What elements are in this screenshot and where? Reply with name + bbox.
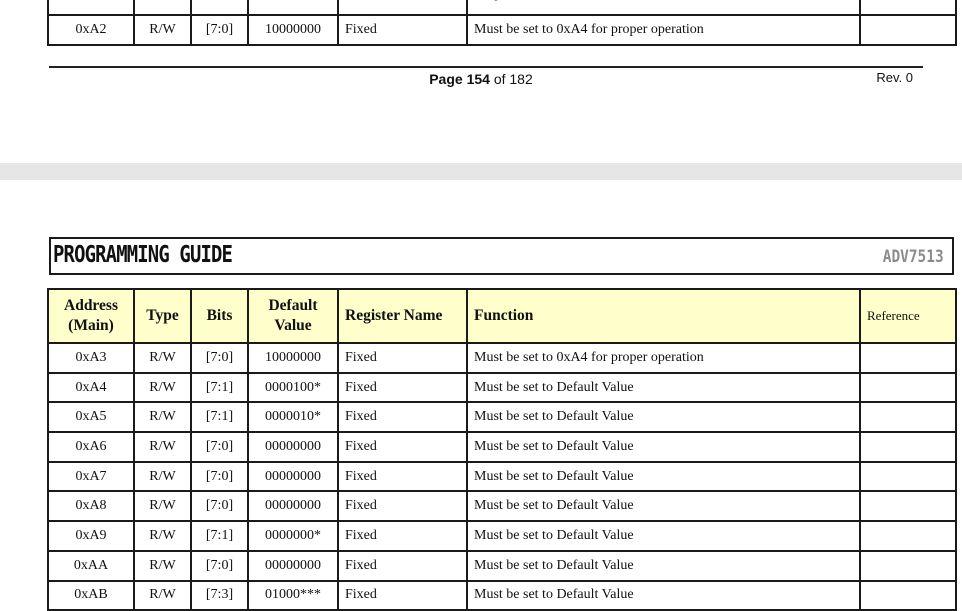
column-header-register-name: Register Name <box>338 289 467 343</box>
column-header-default: Default Value <box>248 289 338 343</box>
document-title: PROGRAMMING GUIDE <box>53 242 233 268</box>
default-cell: 00000000 <box>248 491 338 521</box>
name-cell: Fixed <box>338 343 467 373</box>
table-row <box>48 551 956 581</box>
page-total: of 182 <box>493 71 533 87</box>
page-gap <box>0 163 962 180</box>
name-cell: Fixed <box>338 402 467 432</box>
column-header-function: Function <box>467 289 860 343</box>
function-cell: Must be set to Default Value <box>467 373 860 403</box>
address-cell: 0xAA <box>48 551 134 581</box>
bits-cell: [7:0] <box>191 15 248 45</box>
reference-cell <box>860 373 956 403</box>
name-cell: Fixed <box>338 432 467 462</box>
register-table <box>47 288 957 611</box>
table-row <box>48 402 956 432</box>
current-page <box>0 180 962 611</box>
address-cell: 0xA3 <box>48 343 134 373</box>
type-cell: R/W <box>134 551 191 581</box>
default-cell: 00000000 <box>248 462 338 492</box>
table-row <box>48 581 956 611</box>
column-header-bits: Bits <box>191 289 248 343</box>
function-cell: Must be set to Default Value <box>467 491 860 521</box>
column-header-address: Address (Main) <box>48 289 134 343</box>
previous-page <box>0 0 962 163</box>
table-header-row <box>48 289 956 343</box>
page-label: Page <box>429 71 463 87</box>
default-cell: 00000000 <box>248 432 338 462</box>
default-cell: 0000000* <box>248 521 338 551</box>
bits-cell: [7:1] <box>191 373 248 403</box>
bits-cell: [7:1] <box>191 521 248 551</box>
reference-cell <box>860 432 956 462</box>
bits-cell: [7:0] <box>191 343 248 373</box>
bits-cell: [7:3] <box>191 581 248 611</box>
reference-cell <box>860 551 956 581</box>
table-row <box>48 15 956 45</box>
table-row <box>48 373 956 403</box>
table-row <box>48 491 956 521</box>
footer-rule <box>49 66 923 68</box>
default-cell: 10000000 <box>248 343 338 373</box>
column-header-type: Type <box>134 289 191 343</box>
table-row <box>48 0 956 15</box>
default-cell: 0000100* <box>248 373 338 403</box>
type-cell: R/W <box>134 343 191 373</box>
function-cell: Must be set to Default Value <box>467 551 860 581</box>
table-row <box>48 343 956 373</box>
bits-cell: [7:0] <box>191 432 248 462</box>
function-cell: Must be set to 0xA4 for proper operation <box>467 15 860 45</box>
name-cell: Fixed <box>338 551 467 581</box>
reference-cell <box>860 462 956 492</box>
name-cell: Fixed <box>338 462 467 492</box>
name-cell: Fixed <box>338 373 467 403</box>
column-header-reference: Reference <box>860 289 956 343</box>
reference-cell <box>860 491 956 521</box>
function-cell: Must be set to Default Value <box>467 521 860 551</box>
reference-cell <box>860 521 956 551</box>
name-cell: Fixed <box>338 15 467 45</box>
type-cell: R/W <box>134 15 191 45</box>
page-footer <box>0 71 962 87</box>
name-cell: Fixed <box>338 491 467 521</box>
type-cell: R/W <box>134 581 191 611</box>
address-cell: 0xA8 <box>48 491 134 521</box>
default-cell: 10000000 <box>248 15 338 45</box>
previous-page-register-table <box>47 0 957 46</box>
function-cell: Must be set to 0xA4 for proper operation <box>467 343 860 373</box>
reference-cell <box>860 343 956 373</box>
bits-cell: [7:0] <box>191 551 248 581</box>
function-cell: Must be set to Default Value <box>467 581 860 611</box>
default-cell: 0000010* <box>248 402 338 432</box>
type-cell: R/W <box>134 491 191 521</box>
table-row <box>48 432 956 462</box>
bits-cell: [7:1] <box>191 402 248 432</box>
default-cell: 01000*** <box>248 581 338 611</box>
reference-cell <box>860 581 956 611</box>
address-cell: 0xA7 <box>48 462 134 492</box>
address-cell: 0xA5 <box>48 402 134 432</box>
name-cell: Fixed <box>338 521 467 551</box>
revision-label: Rev. 0 <box>876 70 913 85</box>
page-number: 154 <box>466 71 490 87</box>
reference-cell <box>860 402 956 432</box>
type-cell: R/W <box>134 432 191 462</box>
function-cell: Must be set to Default Value <box>467 432 860 462</box>
table-row <box>48 462 956 492</box>
name-cell: Fixed <box>338 581 467 611</box>
type-cell: R/W <box>134 521 191 551</box>
table-row <box>48 521 956 551</box>
part-number: ADV7513 <box>883 247 944 267</box>
type-cell: R/W <box>134 373 191 403</box>
type-cell: R/W <box>134 462 191 492</box>
address-cell: 0xA9 <box>48 521 134 551</box>
reference-cell <box>860 15 956 45</box>
type-cell: R/W <box>134 402 191 432</box>
cut-row-text <box>474 0 559 1</box>
address-cell: 0xA4 <box>48 373 134 403</box>
document-header <box>49 237 954 275</box>
default-cell: 00000000 <box>248 551 338 581</box>
address-cell: 0xA6 <box>48 432 134 462</box>
function-cell: Must be set to Default Value <box>467 462 860 492</box>
address-cell: 0xAB <box>48 581 134 611</box>
bits-cell: [7:0] <box>191 491 248 521</box>
bits-cell: [7:0] <box>191 462 248 492</box>
function-cell: Must be set to Default Value <box>467 402 860 432</box>
address-cell: 0xA2 <box>48 15 134 45</box>
